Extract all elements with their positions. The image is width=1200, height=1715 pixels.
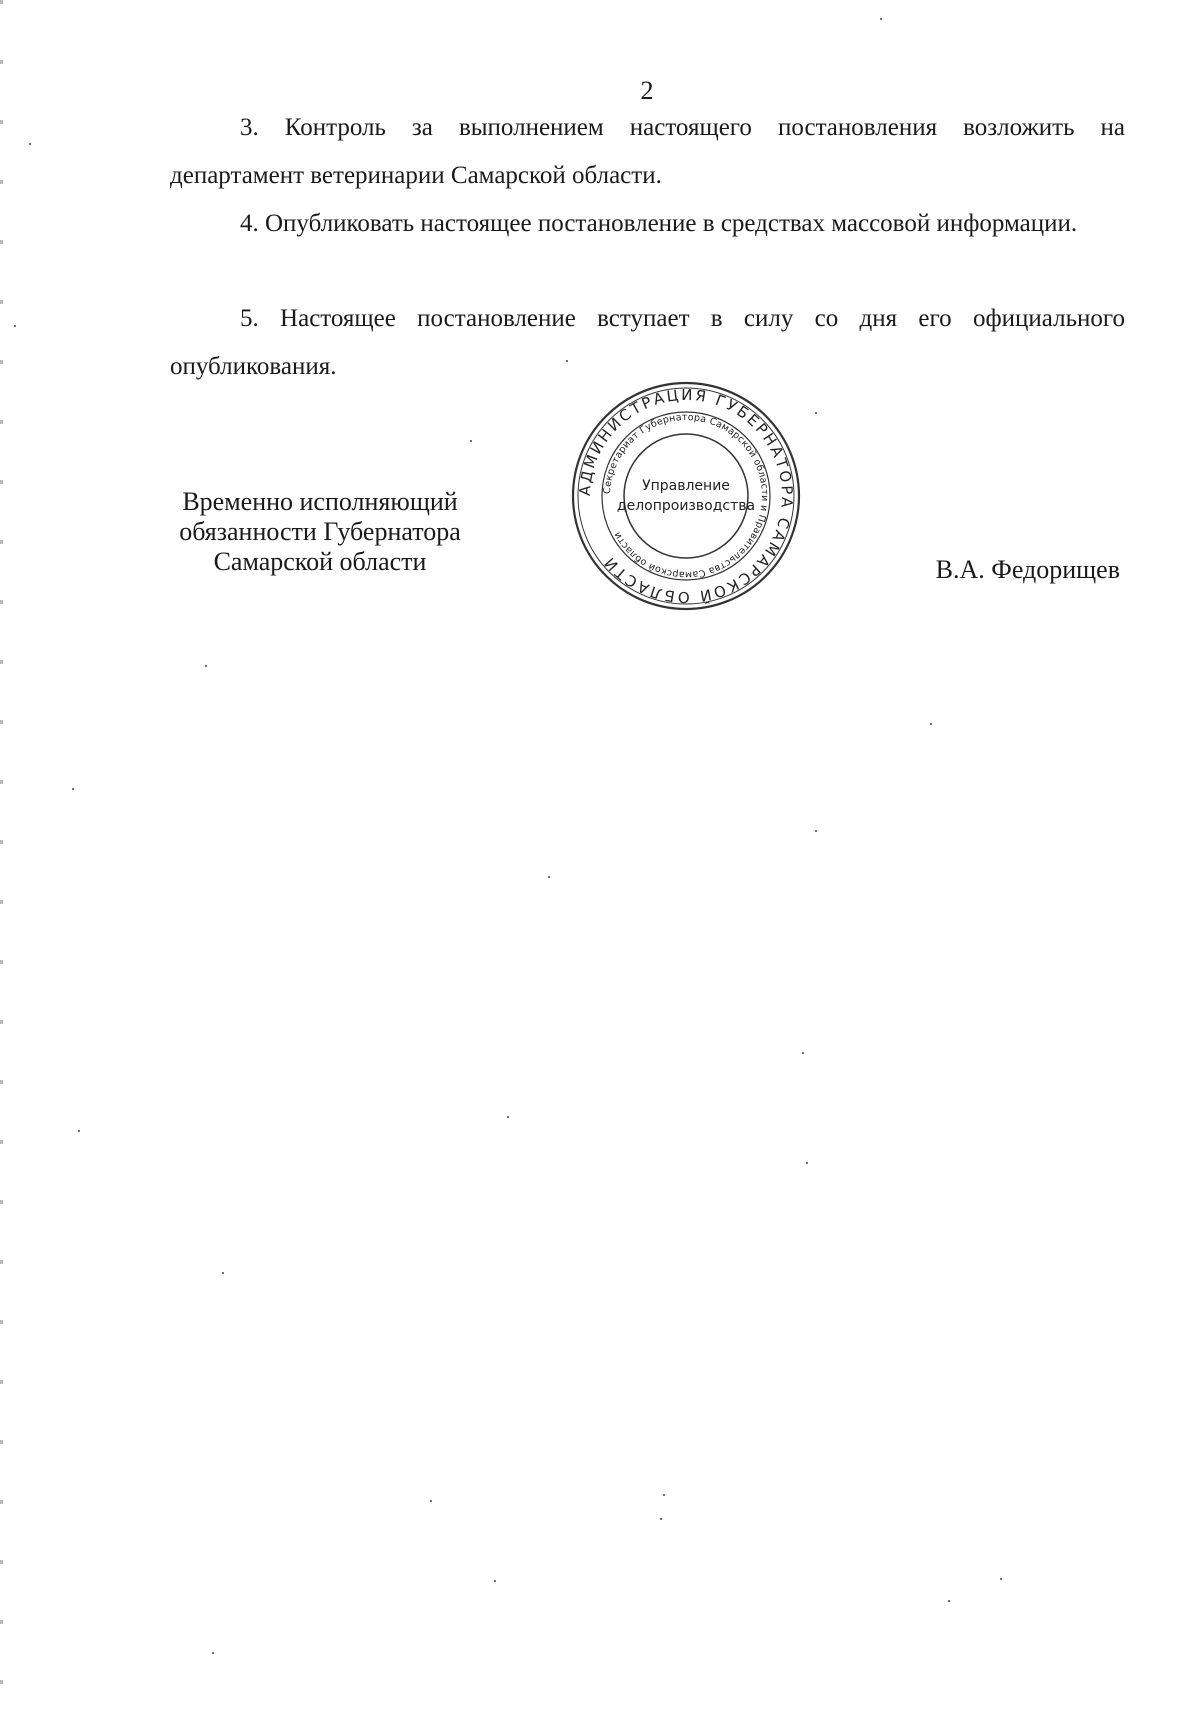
scan-speck: [1000, 1578, 1002, 1580]
stamp-center-line: делопроизводства: [616, 498, 756, 514]
scan-speck: [948, 1600, 950, 1602]
stamp-seal-icon: [568, 378, 804, 614]
scan-speck: [660, 1518, 662, 1520]
page-number: 2: [640, 76, 654, 105]
scan-speck: [72, 788, 74, 790]
stamp-inner-text: Секретариат Губернатора Самарской области и Правительства Самарской области: [601, 411, 771, 581]
signatory-title-line: Временно исполняющий: [182, 487, 458, 516]
scan-speck: [880, 18, 882, 20]
scan-speck: [14, 325, 16, 327]
scan-speck: [566, 360, 568, 362]
scan-speck: [806, 1162, 808, 1164]
paragraph-item-5: 5. Настоящее постановление вступает в силу со дня его официального опубликования.: [170, 305, 1125, 380]
scan-speck: [212, 1652, 214, 1654]
scan-speck: [78, 1130, 80, 1132]
signatory-title-line: обязанности Губернатора: [179, 517, 461, 546]
paragraph-item-4: 4. Опубликовать настоящее постановление в средствах массовой информации.: [240, 210, 1078, 237]
signatory-title: [155, 487, 485, 577]
signatory-title-line: Самарской области: [213, 547, 427, 576]
scan-speck: [494, 1580, 496, 1582]
scan-speck: [815, 830, 817, 832]
paragraph-item-3: 3. Контроль за выполнением настоящего постановления возложить на департамент ветеринарии Самарской области.: [170, 114, 1125, 189]
scan-speck: [430, 1500, 432, 1502]
scan-speck: [930, 723, 932, 725]
stamp-outer-text: АДМИНИСТРАЦИЯ ГУБЕРНАТОРА САМАРСКОЙ ОБЛАСТИ: [575, 385, 797, 607]
scan-speck: [29, 143, 31, 145]
scan-speck: [205, 665, 207, 667]
official-stamp: [568, 378, 804, 614]
stamp-center-line: Управление: [642, 478, 730, 494]
scan-speck: [815, 412, 817, 414]
scan-speck: [663, 1494, 665, 1496]
scan-edge-marks: [0, 0, 3, 1715]
scan-speck: [507, 1116, 509, 1118]
scan-speck: [802, 1052, 804, 1054]
scan-speck: [470, 440, 472, 442]
scan-speck: [548, 876, 550, 878]
scan-speck: [222, 1272, 224, 1274]
signatory-name: В.А. Федорищев: [935, 555, 1120, 584]
